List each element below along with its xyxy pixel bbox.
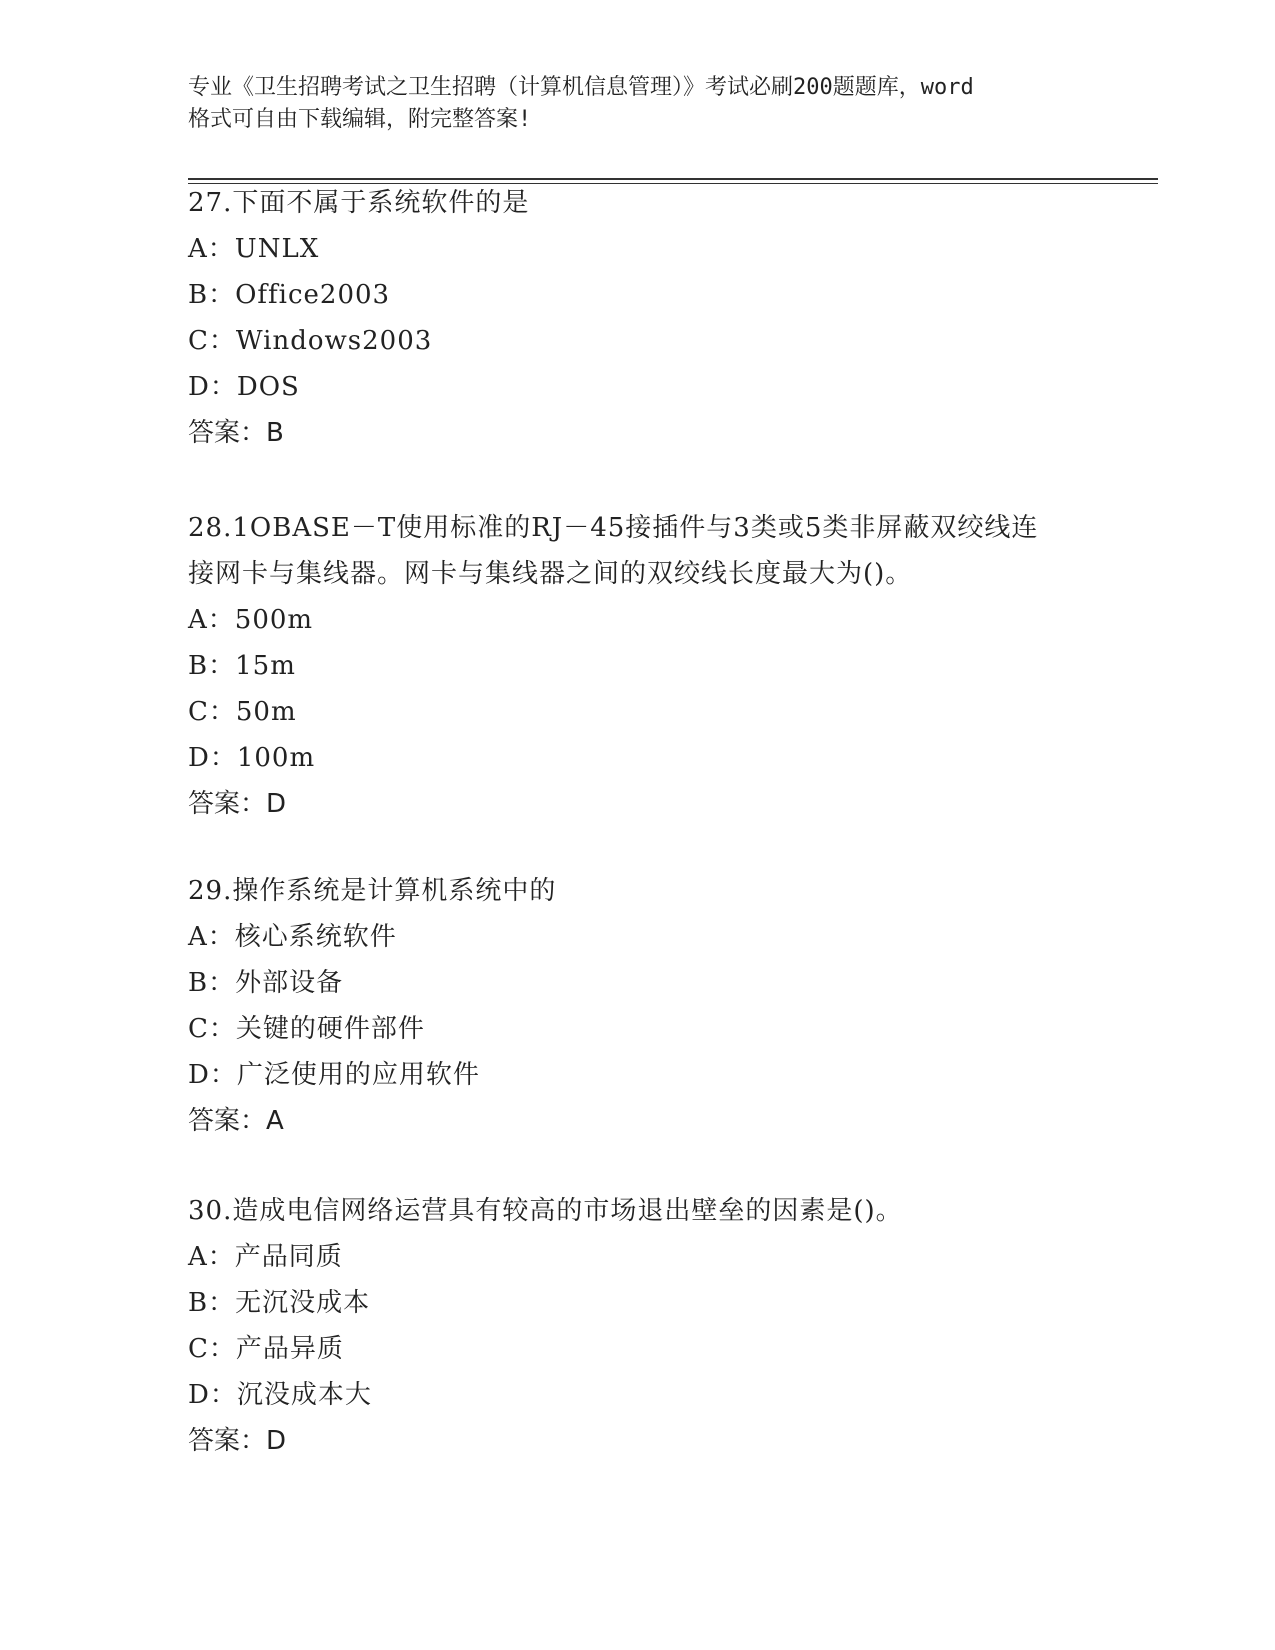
option-a: A：产品同质 [188, 1242, 343, 1272]
option-c: C：关键的硬件部件 [188, 1014, 425, 1044]
option-c: C：50m [188, 697, 297, 727]
option-b: B：15m [188, 651, 296, 681]
question-27 [188, 180, 1088, 456]
answer: 答案：B [188, 418, 284, 448]
question-text: 29.操作系统是计算机系统中的 [188, 876, 557, 906]
option-a: A：500m [188, 605, 314, 635]
option-c: C：产品异质 [188, 1334, 344, 1364]
answer: 答案：D [188, 789, 287, 819]
answer: 答案：A [188, 1106, 284, 1136]
question-text: 30.造成电信网络运营具有较高的市场退出壁垒的因素是()。 [188, 1196, 903, 1226]
header-line-2: 格式可自由下载编辑，附完整答案! [188, 107, 532, 132]
option-d: D：沉没成本大 [188, 1380, 372, 1410]
option-b: B：无沉没成本 [188, 1288, 371, 1318]
option-a: A：UNLX [188, 234, 320, 264]
answer: 答案：D [188, 1426, 287, 1456]
document-header [188, 72, 1088, 136]
option-c: C：Windows2003 [188, 326, 433, 356]
question-29 [188, 868, 1088, 1144]
option-a: A：核心系统软件 [188, 922, 397, 952]
option-d: D：DOS [188, 372, 300, 402]
option-b: B：Office2003 [188, 280, 391, 310]
option-b: B：外部设备 [188, 968, 344, 998]
question-text-line-1: 28.1OBASE－T使用标准的RJ－45接插件与3类或5类非屏蔽双绞线连 [188, 513, 1039, 543]
option-d: D：广泛使用的应用软件 [188, 1060, 480, 1090]
question-28 [188, 505, 1088, 827]
question-30 [188, 1188, 1088, 1464]
question-text: 27.下面不属于系统软件的是 [188, 188, 530, 218]
question-text-line-2: 接网卡与集线器。网卡与集线器之间的双绞线长度最大为()。 [188, 559, 913, 589]
option-d: D：100m [188, 743, 316, 773]
header-line-1: 专业《卫生招聘考试之卫生招聘（计算机信息管理）》考试必刷200题题库，word [188, 75, 974, 100]
